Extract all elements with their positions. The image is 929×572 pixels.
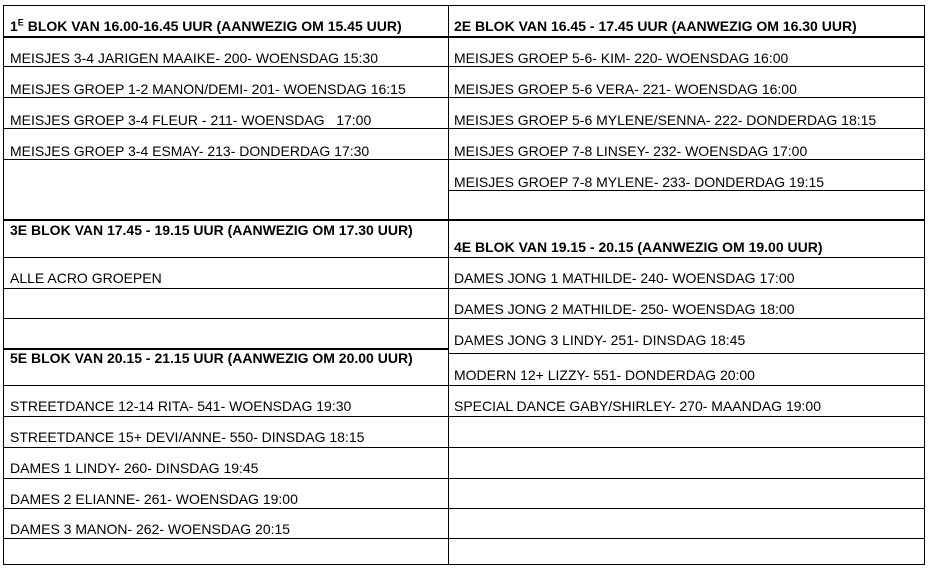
schedule-entry: DAMES 3 MANON- 262- WOENSDAG 20:15 xyxy=(10,521,291,537)
row-line xyxy=(3,478,925,479)
schedule-entry: STREETDANCE 15+ DEVI/ANNE- 550- DINSDAG 18:15 xyxy=(10,429,365,445)
table-border-right xyxy=(924,5,925,565)
schedule-entry: MEISJES GROEP 5-6- KIM- 220- WOENSDAG 16:00 xyxy=(454,50,789,66)
row-line xyxy=(3,385,925,386)
table-border-left xyxy=(3,5,4,565)
row-line xyxy=(3,288,925,289)
row-line xyxy=(3,36,925,38)
block-1-header-sup: E xyxy=(17,17,24,28)
table-border-bottom xyxy=(3,564,925,565)
row-line xyxy=(3,447,925,448)
schedule-entry: DAMES JONG 3 LINDY- 251- DINSDAG 18:45 xyxy=(454,332,746,348)
schedule-entry: DAMES JONG 2 MATHILDE- 250- WOENSDAG 18:00 xyxy=(454,301,795,317)
table-border-top xyxy=(3,5,925,6)
schedule-entry: SPECIAL DANCE GABY/SHIRLEY- 270- MAANDAG 19:00 xyxy=(454,398,821,414)
schedule-entry: MEISJES GROEP 5-6 VERA- 221- WOENSDAG 16:00 xyxy=(454,81,797,97)
schedule-entry: DAMES 2 ELIANNE- 261- WOENSDAG 19:00 xyxy=(10,491,298,507)
block-1-header-prefix: 1 xyxy=(10,18,18,34)
schedule-entry: MEISJES GROEP 3-4 ESMAY- 213- DONDERDAG 17:30 xyxy=(10,143,370,159)
block-1-header-rest: BLOK VAN 16.00-16.45 UUR (AANWEZIG OM 15.45 UUR) xyxy=(23,18,402,34)
row-line xyxy=(3,538,925,539)
schedule-entry: MEISJES 3-4 JARIGEN MAAIKE- 200- WOENSDAG 15:30 xyxy=(10,50,378,66)
schedule-entry: DAMES JONG 1 MATHILDE- 240- WOENSDAG 17:00 xyxy=(454,270,795,286)
schedule-entry: MEISJES GROEP 5-6 MYLENE/SENNA- 222- DONDERDAG 18:15 xyxy=(454,112,877,128)
block-1-header xyxy=(10,18,402,35)
column-divider xyxy=(448,5,449,565)
schedule-entry: MEISJES GROEP 3-4 FLEUR - 211- WOENSDAG 17:00 xyxy=(10,112,372,128)
schedule-entry: MEISJES GROEP 1-2 MANON/DEMI- 201- WOENSDAG 16:15 xyxy=(10,81,406,97)
row-line xyxy=(449,353,925,354)
block-5-header: 5E BLOK VAN 20.15 - 21.15 UUR (AANWEZIG OM 20.00 UUR) xyxy=(10,350,413,366)
schedule-entry: MODERN 12+ LIZZY- 551- DONDERDAG 20:00 xyxy=(454,367,755,383)
row-line xyxy=(3,416,925,417)
schedule-entry: DAMES 1 LINDY- 260- DINSDAG 19:45 xyxy=(10,460,259,476)
row-line xyxy=(3,219,925,221)
block-4-header: 4E BLOK VAN 19.15 - 20.15 (AANWEZIG OM 19.00 UUR) xyxy=(454,239,823,255)
schedule-entry: MEISJES GROEP 7-8 LINSEY- 232- WOENSDAG 17:00 xyxy=(454,143,808,159)
row-line xyxy=(3,318,925,319)
row-line xyxy=(3,257,925,258)
block-3-header: 3E BLOK VAN 17.45 - 19.15 UUR (AANWEZIG OM 17.30 UUR) xyxy=(10,222,413,238)
row-line xyxy=(3,508,925,509)
schedule-entry: MEISJES GROEP 7-8 MYLENE- 233- DONDERDAG 19:15 xyxy=(454,174,825,190)
schedule-entry: ALLE ACRO GROEPEN xyxy=(10,270,162,286)
block-2-header: 2E BLOK VAN 16.45 - 17.45 UUR (AANWEZIG OM 16.30 UUR) xyxy=(454,18,857,34)
schedule-entry: STREETDANCE 12-14 RITA- 541- WOENSDAG 19:30 xyxy=(10,398,352,414)
